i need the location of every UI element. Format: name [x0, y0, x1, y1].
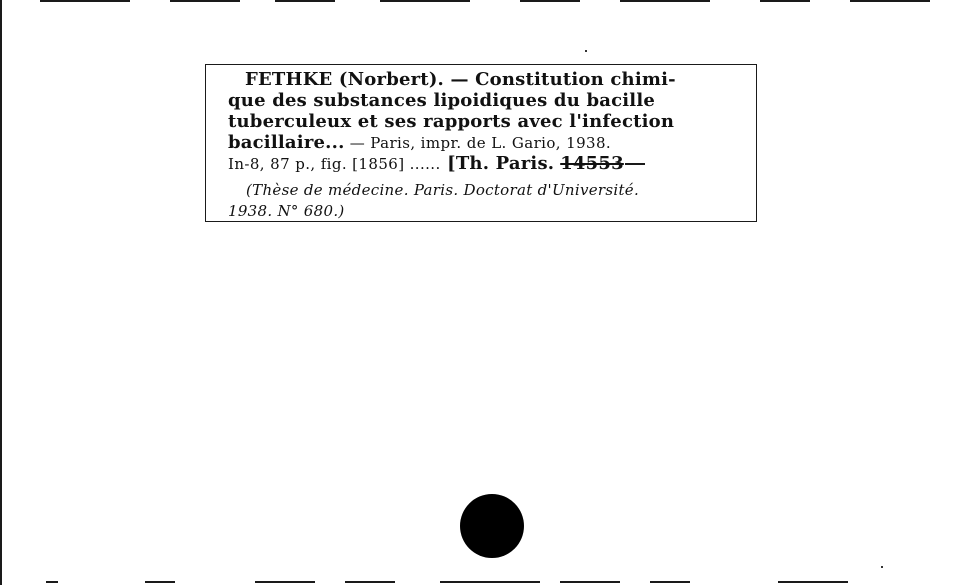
scan-speck	[585, 50, 587, 52]
entry-line-5	[228, 154, 645, 174]
entry-line-3: tuberculeux et ses rapports avec l'infection	[228, 111, 675, 132]
scan-bottom-edge-mark	[440, 581, 540, 583]
scan-top-edge-mark	[620, 0, 710, 2]
scan-top-edge-mark	[520, 0, 580, 2]
scan-speck	[881, 566, 883, 568]
struck-shelf-number: 14553	[560, 153, 624, 174]
scan-bottom-edge-mark	[778, 581, 848, 583]
thesis-note-line-1: (Thèse de médecine. Paris. Doctorat d'Université.	[246, 181, 640, 199]
imprint: — Paris, impr. de L. Gario, 1938.	[344, 134, 612, 152]
scan-bottom-edge-mark	[145, 581, 175, 583]
author-heading: FETHKE (Norbert).	[245, 69, 445, 90]
scan-bottom-edge-mark	[255, 581, 315, 583]
punch-hole	[460, 494, 524, 558]
scan-top-edge-mark	[760, 0, 810, 2]
title-start: — Constitution chimi-	[444, 69, 676, 90]
entry-line-4	[228, 133, 611, 153]
catalog-card	[205, 64, 757, 222]
scan-top-edge-mark	[380, 0, 470, 2]
shelfmark: [Th. Paris.	[440, 153, 555, 174]
scan-bottom-edge-mark	[345, 581, 395, 583]
scan-left-edge	[0, 0, 2, 585]
entry-line-1	[245, 70, 676, 90]
strike-tail	[625, 163, 645, 165]
scan-bottom-edge-mark	[650, 581, 690, 583]
scan-top-edge-mark	[40, 0, 130, 2]
entry-line-2: que des substances lipoidiques du bacille	[228, 90, 656, 111]
collation: In-8, 87 p., fig. [1856] ......	[228, 155, 441, 173]
scan-bottom-edge-mark	[560, 581, 620, 583]
scan-bottom-edge-mark	[46, 581, 58, 583]
thesis-note-line-2: 1938. N° 680.)	[228, 202, 345, 220]
title-end: bacillaire...	[228, 132, 345, 153]
scan-top-edge-mark	[275, 0, 335, 2]
scan-top-edge-mark	[850, 0, 930, 2]
scan-top-edge-mark	[170, 0, 240, 2]
